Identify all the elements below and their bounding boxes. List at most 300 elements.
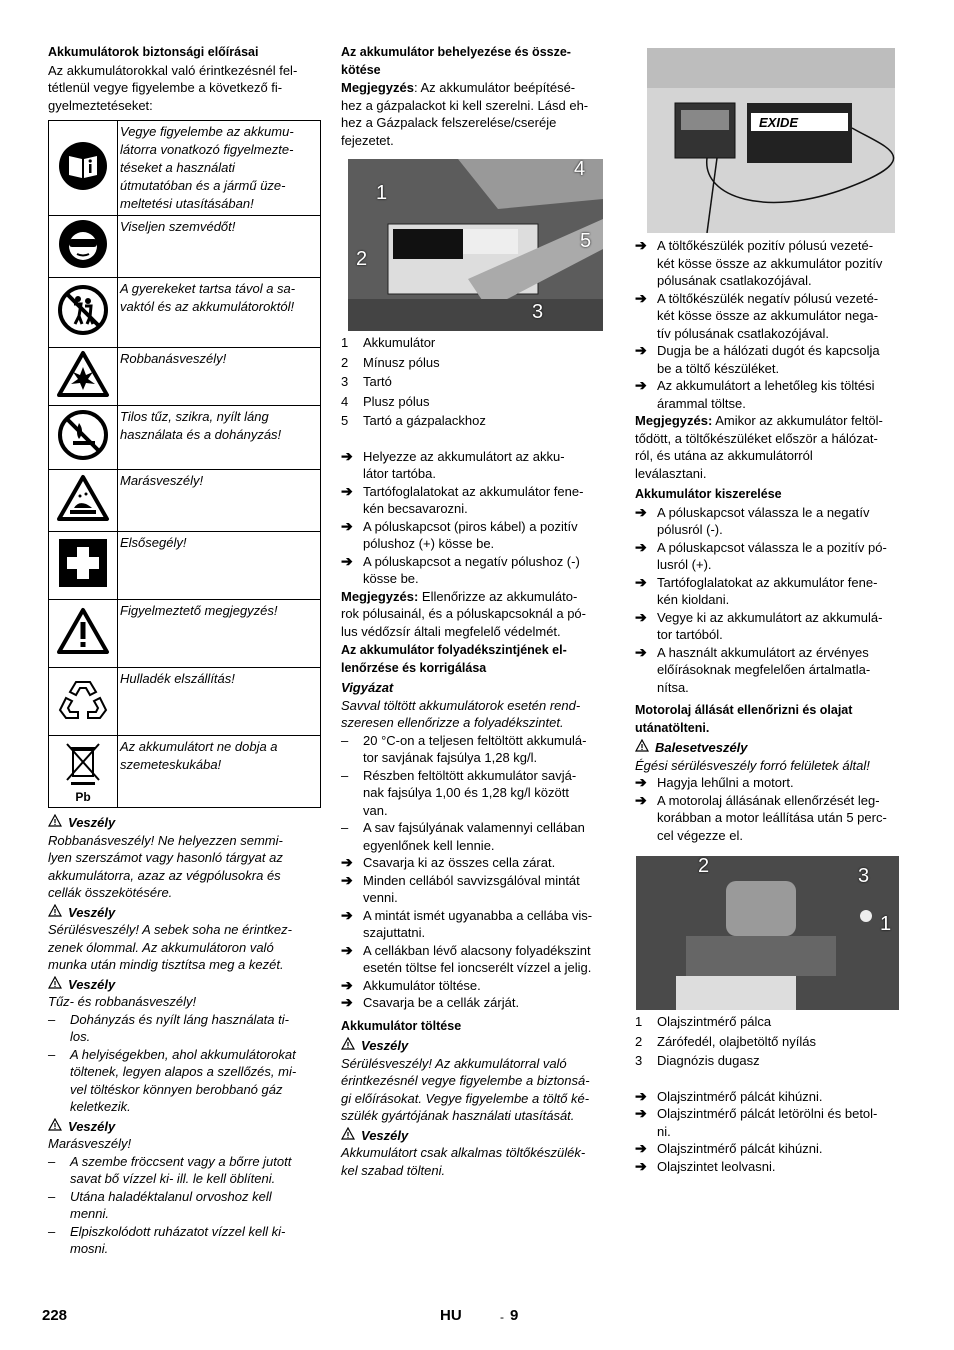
list-item xyxy=(341,448,615,483)
list-item-line: kösse be. xyxy=(363,571,419,586)
dash-marker: – xyxy=(48,1223,56,1239)
list-item-line: A póluskapcsot (piros kábel) a pozitív xyxy=(363,518,578,534)
list-item-line: keletkezik. xyxy=(70,1099,131,1114)
list-item xyxy=(635,237,909,290)
text-line: meltetési utasításában! xyxy=(120,196,254,211)
arrow-icon: ➔ xyxy=(635,774,647,790)
list-item-line: kén becsavarozni. xyxy=(363,501,468,516)
text-line: érintkezésnél vegye figyelembe a biztonsá- xyxy=(341,1073,590,1088)
text-line: téseket a használati xyxy=(120,160,235,175)
section-title xyxy=(341,44,615,79)
list-item xyxy=(341,854,615,872)
dash-list xyxy=(341,732,615,855)
list-item-line: nak fajsúlya 1,00 és 1,28 kg/l között xyxy=(363,785,569,800)
text-line: Az akkumulátorokkal való érintkezésnél fel- xyxy=(48,62,298,78)
text-line: kötése xyxy=(341,62,381,77)
callout-3: 3 xyxy=(858,865,870,887)
text-line: cellák összekötésére. xyxy=(48,885,173,900)
list-item-line: Minden cellából savvizsgálóval mintát xyxy=(363,872,580,888)
list-item-line: Olajszintmérő pálcát kihúzni. xyxy=(657,1141,823,1156)
arrow-icon: ➔ xyxy=(635,538,647,555)
list-item-line: tor savjának fajsúlya 1,28 kg/l. xyxy=(363,750,538,765)
text-line: Az akkumulátor folyadékszintjének el- xyxy=(341,643,567,657)
warning-heading: Veszély xyxy=(341,1037,615,1055)
list-item-line: előírásoknak megfelelően ártalmatla- xyxy=(657,662,871,677)
recycling-icon xyxy=(56,712,110,727)
list-item xyxy=(48,1046,322,1116)
engine-photo xyxy=(636,856,899,1010)
arrow-icon: ➔ xyxy=(341,994,353,1010)
legend-item: 1 Akkumulátor xyxy=(341,335,436,350)
warning-triangle-icon xyxy=(341,1037,355,1055)
warning-list xyxy=(48,1011,322,1116)
legend-item: 3 Diagnózis dugasz xyxy=(635,1053,760,1068)
dash-marker: – xyxy=(341,820,349,835)
list-item xyxy=(635,774,909,792)
arrow-icon: ➔ xyxy=(635,791,647,808)
list-item-line: Akkumulátor töltése. xyxy=(363,977,481,993)
lead-label: Pb xyxy=(75,790,91,804)
list-item xyxy=(48,1223,322,1258)
text-line: Sérülésveszély! Az akkumulátorral való xyxy=(341,1055,567,1071)
list-item-line: A cellákban lévő alacsony folyadékszint xyxy=(363,942,591,958)
text-line: Sérülésveszély! A sebek soha ne érintkez- xyxy=(48,922,292,937)
list-item-line: Vegye ki az akkumulátort az akkumulá- xyxy=(657,609,883,625)
list-item xyxy=(635,792,909,845)
arrow-icon: ➔ xyxy=(341,976,353,993)
callout-1: 1 xyxy=(880,913,892,935)
symbol-description xyxy=(118,406,321,470)
photo-legend xyxy=(341,333,615,431)
warning-heading: Balesetveszély xyxy=(635,739,909,757)
symbol-description xyxy=(118,532,321,600)
note-paragraph: Megjegyzés: Ellenőrizze az akkumuláto- rok pólusainál, és a póluskapcsoknál a pó- lus védőzsír általi megfelelő védelmét. xyxy=(341,588,615,641)
step-list xyxy=(635,1088,909,1176)
language-code: HU xyxy=(440,1307,462,1324)
text-line: használata és a dohányzás! xyxy=(120,427,282,442)
list-item-line: mosni. xyxy=(70,1241,109,1256)
text-line: Figyelmeztető megjegyzés! xyxy=(120,603,278,618)
list-item xyxy=(635,504,909,539)
crossed-bin-icon xyxy=(63,774,103,789)
legend-item: 2 Zárófedél, olajbetöltő nyílás xyxy=(635,1033,816,1049)
symbol-cell xyxy=(49,121,118,216)
caution-heading: Vigyázat xyxy=(341,680,394,695)
symbol-row xyxy=(49,736,321,808)
section-title: Akkumulátor töltése xyxy=(341,1018,462,1033)
text-line: kel szabad tölteni. xyxy=(341,1162,446,1178)
text-line: munka után mindig tisztítsa meg a kezét. xyxy=(48,957,284,972)
symbol-description xyxy=(118,348,321,406)
text-line: Tűz- és robbanásveszély! xyxy=(48,994,197,1009)
list-item-line: menni. xyxy=(70,1206,110,1221)
list-item-line: töltenek, legyen alapos a szellőzés, mi- xyxy=(70,1064,297,1079)
symbol-cell xyxy=(49,600,118,668)
warning-triangle-icon xyxy=(341,1127,355,1145)
text-line: szeresen ellenőrizze a folyadékszintet. xyxy=(341,715,564,730)
callout-1: 1 xyxy=(376,182,388,204)
list-item-line: két kösse össze az akkumulátor pozitív xyxy=(657,255,883,271)
list-item-line: Csavarja be a cellák zárját. xyxy=(363,995,520,1010)
text-line: rok pólusainál, és a póluskapcsoknál a pó- xyxy=(341,606,586,621)
warning-triangle-icon xyxy=(48,904,62,922)
step-list xyxy=(635,504,909,697)
note-label: Megjegyzés: xyxy=(635,413,713,428)
symbol-row xyxy=(49,600,321,668)
list-item-line: savat bő vízzel ki- ill. le kell öblíteni. xyxy=(70,1171,276,1186)
list-item xyxy=(48,1153,322,1188)
list-item xyxy=(635,1158,909,1176)
page-number: 228 xyxy=(42,1307,68,1324)
step-list xyxy=(635,774,909,844)
symbol-cell xyxy=(49,532,118,600)
list-item xyxy=(341,872,615,907)
list-item-line: szajuttatni. xyxy=(363,925,426,940)
text-line: akkumulátorra, azaz az végpólusokra és xyxy=(48,867,281,883)
list-item xyxy=(635,609,909,644)
text-line: Az akkumulátor behelyezése és össze- xyxy=(341,45,571,59)
step-list xyxy=(635,237,909,412)
list-item-line: A töltőkészülék negatív pólusú vezeté- xyxy=(657,290,879,306)
list-item xyxy=(341,553,615,588)
legend-item: 2 Mínusz pólus xyxy=(341,354,440,370)
list-item-line: A póluskapcsot a negatív pólushoz (-) xyxy=(363,553,580,569)
text-line: Az akkumulátort ne dobja a xyxy=(120,739,278,754)
symbol-row xyxy=(49,348,321,406)
text-line: ról, és utána az akkumulátorról xyxy=(635,448,813,463)
symbol-table xyxy=(48,120,321,808)
symbol-cell xyxy=(49,406,118,470)
list-item-line: Elpiszkolódott ruházatot vízzel kell ki- xyxy=(70,1223,286,1239)
warning-triangle-icon xyxy=(56,643,110,658)
symbol-cell xyxy=(49,348,118,406)
warning-heading: Veszély xyxy=(48,1118,322,1136)
note-paragraph: Megjegyzés: Amikor az akkumulátor feltöl- tődött, a töltőkészüléket először a hálózat- ról, és utána az akkumulátorról leválasztani. xyxy=(635,412,909,482)
text-line: Tilos tűz, szikra, nyílt láng xyxy=(120,409,269,424)
symbol-description xyxy=(118,216,321,278)
left-column xyxy=(48,44,322,1258)
list-item xyxy=(341,994,615,1012)
arrow-icon: ➔ xyxy=(635,1105,647,1121)
list-item xyxy=(635,1140,909,1158)
list-item-line: A szembe fröccsent vagy a bőrre jutott xyxy=(70,1153,292,1169)
list-item-line: Dugja be a hálózati dugót és kapcsolja xyxy=(657,343,880,358)
list-item-line: Hagyja lehűlni a motort. xyxy=(657,775,794,790)
symbol-description xyxy=(118,668,321,736)
symbol-row xyxy=(49,216,321,278)
list-item xyxy=(341,907,615,942)
text-line: Marásveszély! xyxy=(120,473,204,488)
symbol-cell xyxy=(49,668,118,736)
dash-marker: – xyxy=(341,767,349,783)
section-title: Akkumulátor kiszerelése xyxy=(635,487,782,501)
text-line: utánatölteni. xyxy=(635,720,710,735)
list-item xyxy=(48,1011,322,1046)
arrow-icon: ➔ xyxy=(635,503,647,520)
list-item-line: korábban a motor leállítása után 5 perc- xyxy=(657,810,887,825)
arrow-icon: ➔ xyxy=(635,573,647,590)
arrow-icon: ➔ xyxy=(635,1157,647,1174)
list-item-line: árammal töltse. xyxy=(657,395,746,411)
list-item-line: A helyiségekben, ahol akkumulátorokat xyxy=(70,1046,296,1062)
warning-heading: Veszély xyxy=(48,976,322,994)
arrow-icon: ➔ xyxy=(341,871,353,888)
list-item-line: A mintát ismét ugyanabba a cellába vis- xyxy=(363,907,593,923)
text-line: leválasztani. xyxy=(635,465,707,481)
text-line: Elsősegély! xyxy=(120,535,187,550)
text-line: Robbanásveszély! Ne helyezzen semmi- xyxy=(48,832,283,848)
list-item-line: Dohányzás és nyílt láng használata ti- xyxy=(70,1011,289,1027)
list-item-line: vel töltéskor könnyen berobbanó gáz xyxy=(70,1081,283,1097)
arrow-icon: ➔ xyxy=(341,854,353,870)
text-line: A gyerekeket tartsa távol a sa- xyxy=(120,281,296,296)
list-item-line: Tartófoglalatokat az akkumulátor fene- xyxy=(363,483,584,499)
arrow-icon: ➔ xyxy=(341,482,353,499)
symbol-description xyxy=(118,121,321,216)
list-item-line: A töltőkészülék pozitív pólusú vezeté- xyxy=(657,238,874,253)
explosion-hazard-icon xyxy=(56,386,110,401)
list-item-line: Olajszintmérő pálcát letörölni és betol- xyxy=(657,1106,878,1121)
warning-triangle-icon xyxy=(48,1118,62,1136)
list-item xyxy=(48,1188,322,1223)
list-item-line: A sav fajsúlyának valamennyi cellában xyxy=(363,820,585,835)
text-line: látorra vonatkozó figyelmezte- xyxy=(120,142,294,157)
warning-text xyxy=(48,1135,322,1153)
middle-column xyxy=(341,44,615,1179)
list-item xyxy=(341,977,615,995)
list-item xyxy=(635,574,909,609)
sub-page-number: 9 xyxy=(510,1307,519,1324)
list-item xyxy=(635,539,909,574)
warning-text xyxy=(635,757,909,775)
text-line: Akkumulátort csak alkalmas töltőkészülék- xyxy=(341,1145,586,1160)
arrow-icon: ➔ xyxy=(635,342,647,358)
battery-install-photo xyxy=(348,159,603,331)
note-label: Megjegyzés xyxy=(341,80,414,95)
caution-text xyxy=(341,697,615,732)
text-line: lenőrzése és korrigálása xyxy=(341,660,487,675)
symbol-row xyxy=(49,470,321,532)
arrow-icon: ➔ xyxy=(635,1087,647,1104)
list-item-line: Helyezze az akkumulátort az akku- xyxy=(363,448,565,464)
list-item-line: Utána haladéktalanul orvoshoz kell xyxy=(70,1188,272,1204)
text-line: zenek ólommal. Az akkumulátoron való xyxy=(48,939,274,955)
warning-text xyxy=(48,993,322,1011)
list-item-line: pólusának csatlakozójával. xyxy=(657,273,812,288)
legend-item: 3 Tartó xyxy=(341,374,392,389)
text-line: Viseljen szemvédőt! xyxy=(120,219,236,234)
arrow-icon: ➔ xyxy=(341,941,353,958)
list-item xyxy=(341,767,615,820)
warning-heading: Veszély xyxy=(48,904,322,922)
legend-item: 1 Olajszintmérő pálca xyxy=(635,1014,772,1029)
intro-text xyxy=(48,62,322,115)
symbol-description xyxy=(118,470,321,532)
list-item xyxy=(341,942,615,977)
list-item xyxy=(635,377,909,412)
text-line: szülék gyártójának használati utasítását. xyxy=(341,1108,575,1123)
text-line: tődött, a töltőkészüléket először a hálózat- xyxy=(635,430,878,446)
list-item-line: A póluskapcsot válassza le a negatív xyxy=(657,504,870,520)
list-item-line: cel végezze el. xyxy=(657,827,743,843)
warning-triangle-icon xyxy=(635,739,649,757)
list-item-line: Az akkumulátort a lehetőleg kis töltési xyxy=(657,378,875,393)
list-item-line: van. xyxy=(363,802,388,818)
text-line: tétlenül vegye figyelembe a következő fi- xyxy=(48,80,283,95)
dash-marker: – xyxy=(48,1153,56,1169)
list-item xyxy=(635,644,909,697)
symbol-cell xyxy=(49,216,118,278)
arrow-icon: ➔ xyxy=(635,289,647,306)
warning-text xyxy=(48,832,322,902)
list-item-line: A használt akkumulátort az érvényes xyxy=(657,644,869,660)
arrow-icon: ➔ xyxy=(635,608,647,625)
list-item-line: két kösse össze az akkumulátor nega- xyxy=(657,308,879,323)
list-item xyxy=(635,1105,909,1140)
symbol-row xyxy=(49,532,321,600)
corrosive-hazard-icon xyxy=(56,510,110,525)
text-line: Motorolaj állását ellenőrizni és olajat xyxy=(635,703,853,717)
list-item xyxy=(635,1088,909,1106)
list-item-line: los. xyxy=(70,1029,91,1044)
symbol-description xyxy=(118,736,321,808)
list-item-line: ni. xyxy=(657,1123,671,1139)
brand-label: EXIDE xyxy=(759,115,799,130)
symbol-cell xyxy=(49,470,118,532)
list-item-line: 20 °C-on a teljesen feltöltött akkumulá- xyxy=(363,732,587,748)
arrow-icon: ➔ xyxy=(635,1140,647,1156)
arrow-icon: ➔ xyxy=(635,643,647,660)
text-line: gyelmeztetéseket: xyxy=(48,97,153,113)
first-aid-icon xyxy=(58,576,108,591)
dash-marker: – xyxy=(48,1188,56,1204)
warning-heading: Veszély xyxy=(48,814,322,832)
step-list xyxy=(341,854,615,1012)
text-line: Marásveszély! xyxy=(48,1136,132,1151)
list-item xyxy=(635,290,909,343)
dash-marker: – xyxy=(48,1046,56,1062)
text-line: Hulladék elszállítás! xyxy=(120,671,235,686)
legend-item: 5 Tartó a gázpalackhoz xyxy=(341,413,486,428)
dash-marker: – xyxy=(48,1011,56,1027)
dash-marker: – xyxy=(341,732,349,748)
section-title xyxy=(341,642,615,677)
list-item xyxy=(341,819,615,854)
list-item-line: esetén töltse fel ioncserélt vízzel a jelig. xyxy=(363,960,592,975)
list-item-line: Csavarja ki az összes cella zárat. xyxy=(363,855,556,870)
section-title xyxy=(635,702,909,737)
legend-item: 4 Plusz pólus xyxy=(341,393,430,409)
arrow-icon: ➔ xyxy=(341,552,353,569)
manual-info-icon xyxy=(57,180,109,195)
list-item-line: venni. xyxy=(363,890,398,905)
text-line: fejezetet. xyxy=(341,132,394,148)
text-line: Vegye figyelembe az akkumu- xyxy=(120,124,294,139)
callout-3: 3 xyxy=(532,301,544,323)
symbol-row xyxy=(49,406,321,470)
arrow-icon: ➔ xyxy=(635,377,647,393)
callout-2: 2 xyxy=(356,248,368,270)
list-item xyxy=(635,342,909,377)
symbol-row xyxy=(49,121,321,216)
warning-heading: Veszély xyxy=(341,1127,615,1145)
list-item-line: Részben feltöltött akkumulátor savjá- xyxy=(363,767,577,783)
note-paragraph: Megjegyzés: Az akkumulátor beépítésé- hez a gázpalackot ki kell szerelni. Lásd eh- hez a Gázpalack felszerelése/cseréje fejezetet. xyxy=(341,79,615,149)
arrow-icon: ➔ xyxy=(341,517,353,534)
list-item xyxy=(341,518,615,553)
list-item-line: nítsa. xyxy=(657,679,689,695)
battery-charger-photo xyxy=(647,48,895,233)
arrow-icon: ➔ xyxy=(341,906,353,923)
list-item-line: látor tartóba. xyxy=(363,466,436,481)
list-item-line: tor tartóból. xyxy=(657,627,723,642)
symbol-row xyxy=(49,278,321,348)
warning-text xyxy=(341,1144,615,1179)
text-line: Robbanásveszély! xyxy=(120,351,227,366)
text-line: lyen szerszámot vagy hasonló tárgyat az xyxy=(48,850,283,865)
text-line: hez a gázpalackot ki kell szerelni. Lásd eh- xyxy=(341,97,589,113)
text-line: Égési sérülésveszély forró felületek által! xyxy=(635,757,870,773)
no-fire-smoking-icon xyxy=(57,449,109,464)
text-line: szemeteskukába! xyxy=(120,757,222,772)
list-item-line: lusról (+). xyxy=(657,557,712,572)
symbol-cell xyxy=(49,278,118,348)
warning-triangle-icon xyxy=(48,814,62,832)
eye-protection-icon xyxy=(57,258,109,273)
arrow-icon: ➔ xyxy=(341,447,353,464)
step-list xyxy=(341,448,615,588)
callout-4: 4 xyxy=(574,159,586,180)
warning-text xyxy=(341,1055,615,1125)
list-item-line: be a töltő készüléket. xyxy=(657,360,780,376)
keep-children-away-icon xyxy=(57,324,109,339)
list-item-line: pólushoz (+) kösse be. xyxy=(363,536,495,551)
note-label: Megjegyzés: xyxy=(341,588,419,604)
arrow-icon: ➔ xyxy=(635,237,647,253)
list-item-line: Olajszintmérő pálcát kihúzni. xyxy=(657,1088,823,1104)
symbol-description xyxy=(118,278,321,348)
right-column xyxy=(635,44,909,1175)
symbol-row xyxy=(49,668,321,736)
symbol-description xyxy=(118,600,321,668)
list-item-line: Olajszintet leolvasni. xyxy=(657,1158,776,1174)
list-item-line: egyenlőnek kell lennie. xyxy=(363,837,495,853)
footer-separator: - xyxy=(500,1310,504,1324)
list-item-line: pólusról (-). xyxy=(657,522,723,537)
text-line: útmutatóban és a jármű üze- xyxy=(120,178,286,193)
warning-triangle-icon xyxy=(48,976,62,994)
callout-5: 5 xyxy=(580,230,592,252)
list-item-line: kén kioldani. xyxy=(657,592,730,607)
symbol-cell xyxy=(49,736,118,808)
text-line: Savval töltött akkumulátorok esetén rend- xyxy=(341,697,581,713)
list-item-line: A póluskapcsot válassza le a pozitív pó- xyxy=(657,539,887,555)
callout-2: 2 xyxy=(698,856,710,877)
warning-text xyxy=(48,921,322,974)
list-item-line: Tartófoglalatokat az akkumulátor fene- xyxy=(657,574,878,590)
list-item-line: tív pólusának csatlakozójával. xyxy=(657,325,829,341)
list-item xyxy=(341,732,615,767)
text-line: lus védőzsír általi megfelelő védelmét. xyxy=(341,623,561,639)
text-line: hez a Gázpalack felszerelése/cseréje xyxy=(341,115,557,130)
photo-legend xyxy=(635,1012,909,1071)
section-title: Akkumulátorok biztonsági előírásai xyxy=(48,45,259,59)
list-item xyxy=(341,483,615,518)
text-line: gi előírásokat. Vegye figyelembe a töltő ké- xyxy=(341,1090,590,1106)
warning-list xyxy=(48,1153,322,1258)
text-line: vaktól és az akkumulátoroktól! xyxy=(120,299,295,314)
list-item-line: A motorolaj állásának ellenőrzését leg- xyxy=(657,792,880,808)
